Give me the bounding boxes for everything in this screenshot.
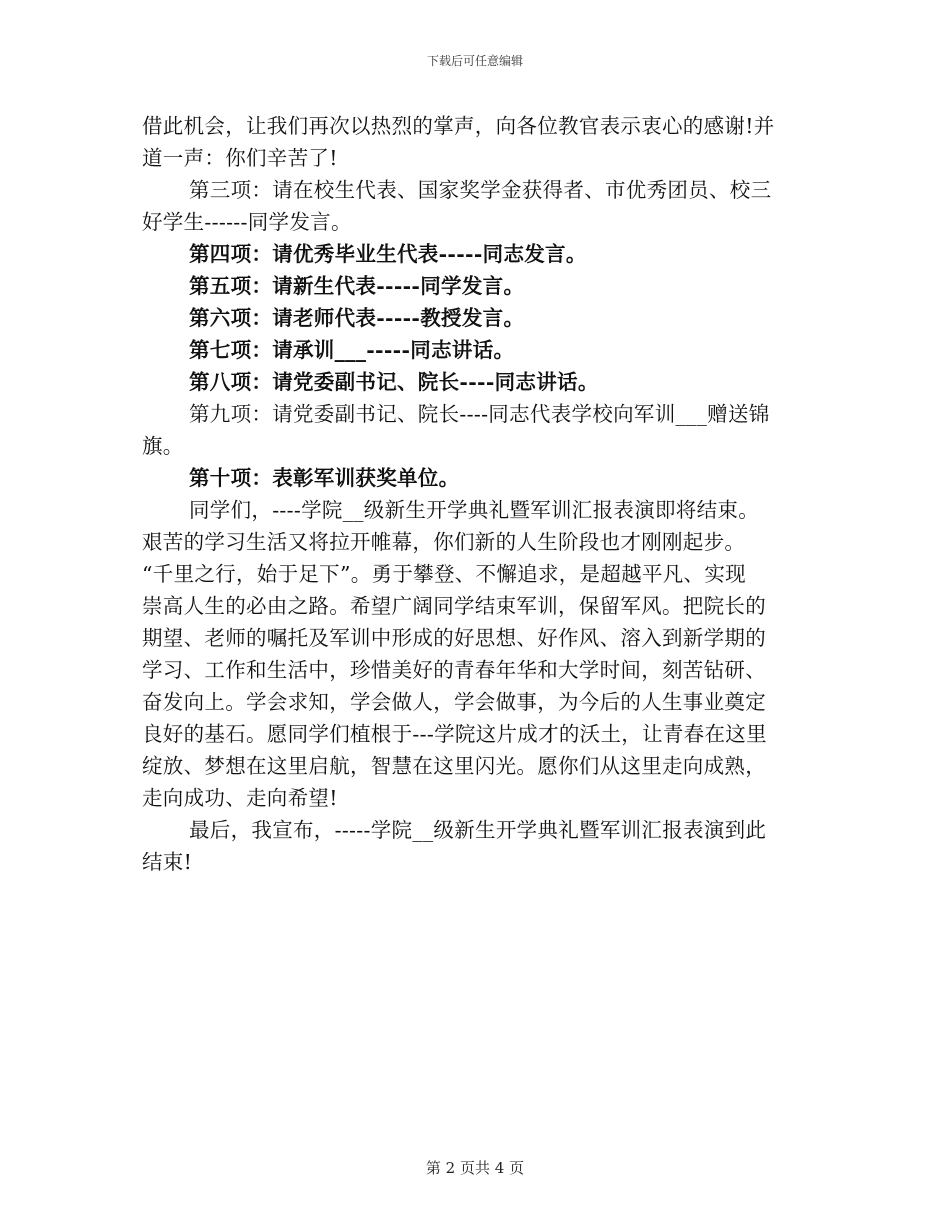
page-header: 下载后可任意编辑 bbox=[426, 54, 523, 68]
agenda-item: 第四项：请优秀毕业生代表-----同志发言。 bbox=[189, 242, 587, 266]
paragraph-line: 第三项：请在校生代表、国家奖学金获得者、市优秀团员、校三 bbox=[189, 178, 772, 202]
paragraph-line: 绽放、梦想在这里启航，智慧在这里闪光。愿你们从这里走向成熟， bbox=[142, 754, 766, 778]
agenda-item: 第七项：请承训___-----同志讲话。 bbox=[189, 338, 515, 362]
paragraph-line: 崇高人生的必由之路。希望广阔同学结束军训，保留军风。把院长的 bbox=[142, 594, 766, 618]
page-number: 第 2 页共 4 页 bbox=[425, 1159, 525, 1177]
paragraph-line: 道一声：你们辛苦了! bbox=[142, 146, 338, 170]
paragraph-line: 期望、老师的嘱托及军训中形成的好思想、好作风、溶入到新学期的 bbox=[142, 626, 766, 650]
paragraph-line: 奋发向上。学会求知，学会做人，学会做事，为今后的人生事业奠定 bbox=[142, 690, 766, 714]
paragraph-line: 好学生------同学发言。 bbox=[142, 210, 352, 234]
agenda-item: 第五项：请新生代表-----同学发言。 bbox=[189, 274, 525, 298]
paragraph-line: 走向成功、走向希望! bbox=[142, 786, 338, 810]
paragraph-line: 艰苦的学习生活又将拉开帷幕，你们新的人生阶段也才刚刚起步。 bbox=[142, 530, 746, 554]
paragraph-line: 最后，我宣布，-----学院__级新生开学典礼暨军训汇报表演到此 bbox=[189, 818, 767, 842]
paragraph-line: 良好的基石。愿同学们植根于---学院这片成才的沃土，让青春在这里 bbox=[142, 722, 767, 746]
paragraph-line: 旗。 bbox=[142, 434, 184, 458]
paragraph-line: 结束! bbox=[142, 850, 193, 874]
document-body bbox=[142, 110, 810, 878]
paragraph-line: 第九项：请党委副书记、院长----同志代表学校向军训___赠送锦 bbox=[189, 402, 770, 426]
paragraph-line: 学习、工作和生活中，珍惜美好的青春年华和大学时间，刻苦钻研、 bbox=[142, 658, 766, 682]
agenda-item: 第八项：请党委副书记、院长----同志讲话。 bbox=[189, 370, 599, 394]
paragraph-line: “千里之行，始于足下”。勇于攀登、不懈追求，是超越平凡、实现 bbox=[142, 562, 746, 586]
paragraph-line: 同学们，----学院__级新生开学典礼暨军训汇报表演即将结束。 bbox=[189, 498, 760, 522]
agenda-item: 第六项：请老师代表-----教授发言。 bbox=[189, 306, 525, 330]
paragraph-line: 借此机会，让我们再次以热烈的掌声，向各位教官表示衷心的感谢!并 bbox=[142, 114, 775, 138]
agenda-item: 第十项：表彰军训获奖单位。 bbox=[189, 466, 460, 490]
